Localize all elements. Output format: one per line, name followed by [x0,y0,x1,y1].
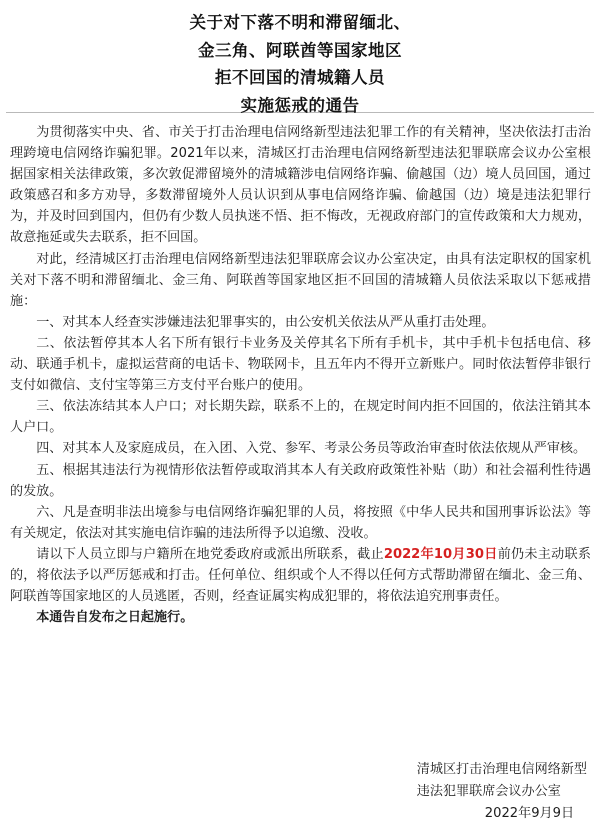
notice-title [0,0,600,115]
measure-1: 一、对其本人经查实涉嫌违法犯罪事实的，由公安机关依法从严从重打击处理。 [36,314,495,330]
signature-org-line-2: 违法犯罪联席会议办公室 [416,784,561,799]
signature-block [417,759,587,825]
notice-body [0,113,600,628]
measure-6: 六、凡是查明非法出境参与电信网络诈骗犯罪的人员，将按照《中华人民共和国刑事诉讼法》等有关规定，依法对其实施电信诈骗的违法所得予以追缴、没收。 [10,504,591,541]
signature-date: 2022年9月9日 [484,806,575,821]
decision-paragraph: 对此，经清城区打击治理电信网络新型违法犯罪联席会议办公室决定，由具有法定职权的国家机关对下落不明和滞留缅北、金三角、阿联酋等国家地区拒不回国的清城籍人员依法采取以下惩戒措施： [10,251,591,309]
title-line-2: 金三角、阿联酋等国家地区 [198,40,402,60]
measure-2: 二、依法暂停其本人名下所有银行卡业务及关停其名下所有手机卡，其中手机卡包括电信、移动、联通手机卡，虚拟运营商的电话卡、物联网卡，且五年内不得开立新账户。同时依法暂停非银行支付如微信、支付宝等第三方支付平台账户的使用。 [10,335,591,394]
contact-text-after: 前仍未主动联系的，将依法予以严厉惩戒和打击。任何单位、组织或个人不得以任何方式帮助滞留在缅北、金三角、阿联酋等国家地区的人员逃匿，否则，经查证属实构成犯罪的，将依法追究刑事责任。 [10,546,592,605]
measure-5: 五、根据其违法行为视情形依法暂停或取消其本人有关政府政策性补贴（助）和社会福利性待遇的发放。 [10,462,591,499]
contact-text-before: 请以下人员立即与户籍所在地党委政府或派出所联系，截止 [36,546,384,562]
deadline-date: 2022年10月30日 [383,546,498,562]
signature-org-line-1: 清城区打击治理电信网络新型 [416,762,587,777]
contact-deadline-paragraph [10,544,591,607]
title-line-1: 关于对下落不明和滞留缅北、 [189,13,411,32]
measure-3: 三、依法冻结其本人户口；对长期失踪，联系不上的，在规定时间内拒不回国的，依法注销其本人户口。 [10,399,591,436]
effective-statement: 本通告自发布之日起施行。 [36,610,194,626]
title-line-4: 实施惩戒的通告 [240,95,360,115]
title-line-3: 拒不回国的清城籍人员 [215,68,385,87]
measure-4: 四、对其本人及家庭成员，在入团、入党、参军、考录公务员等政治审查时依法依规从严审核。 [36,441,587,457]
intro-paragraph: 为贯彻落实中央、省、市关于打击治理电信网络新型违法犯罪工作的有关精神，坚决依法打击治理跨境电信网络诈骗犯罪。2021年以来，清城区打击治理电信网络新型违法犯罪联席会议办公室根据国家相关法律政策，多次敦促滞留境外的清城籍涉电信网络诈骗、偷越国（边）境人员回国，通过政策感召和多方劝导，多数滞留境外人员认识到从事电信网络诈骗、偷越国（边）境是违法犯罪行为，并及时回到国内，但仍有少数人员执迷不悟、拒不悔改，无视政府部门的宣传政策和大力规劝，故意拖延或失去联系，拒不回国。 [10,125,591,246]
